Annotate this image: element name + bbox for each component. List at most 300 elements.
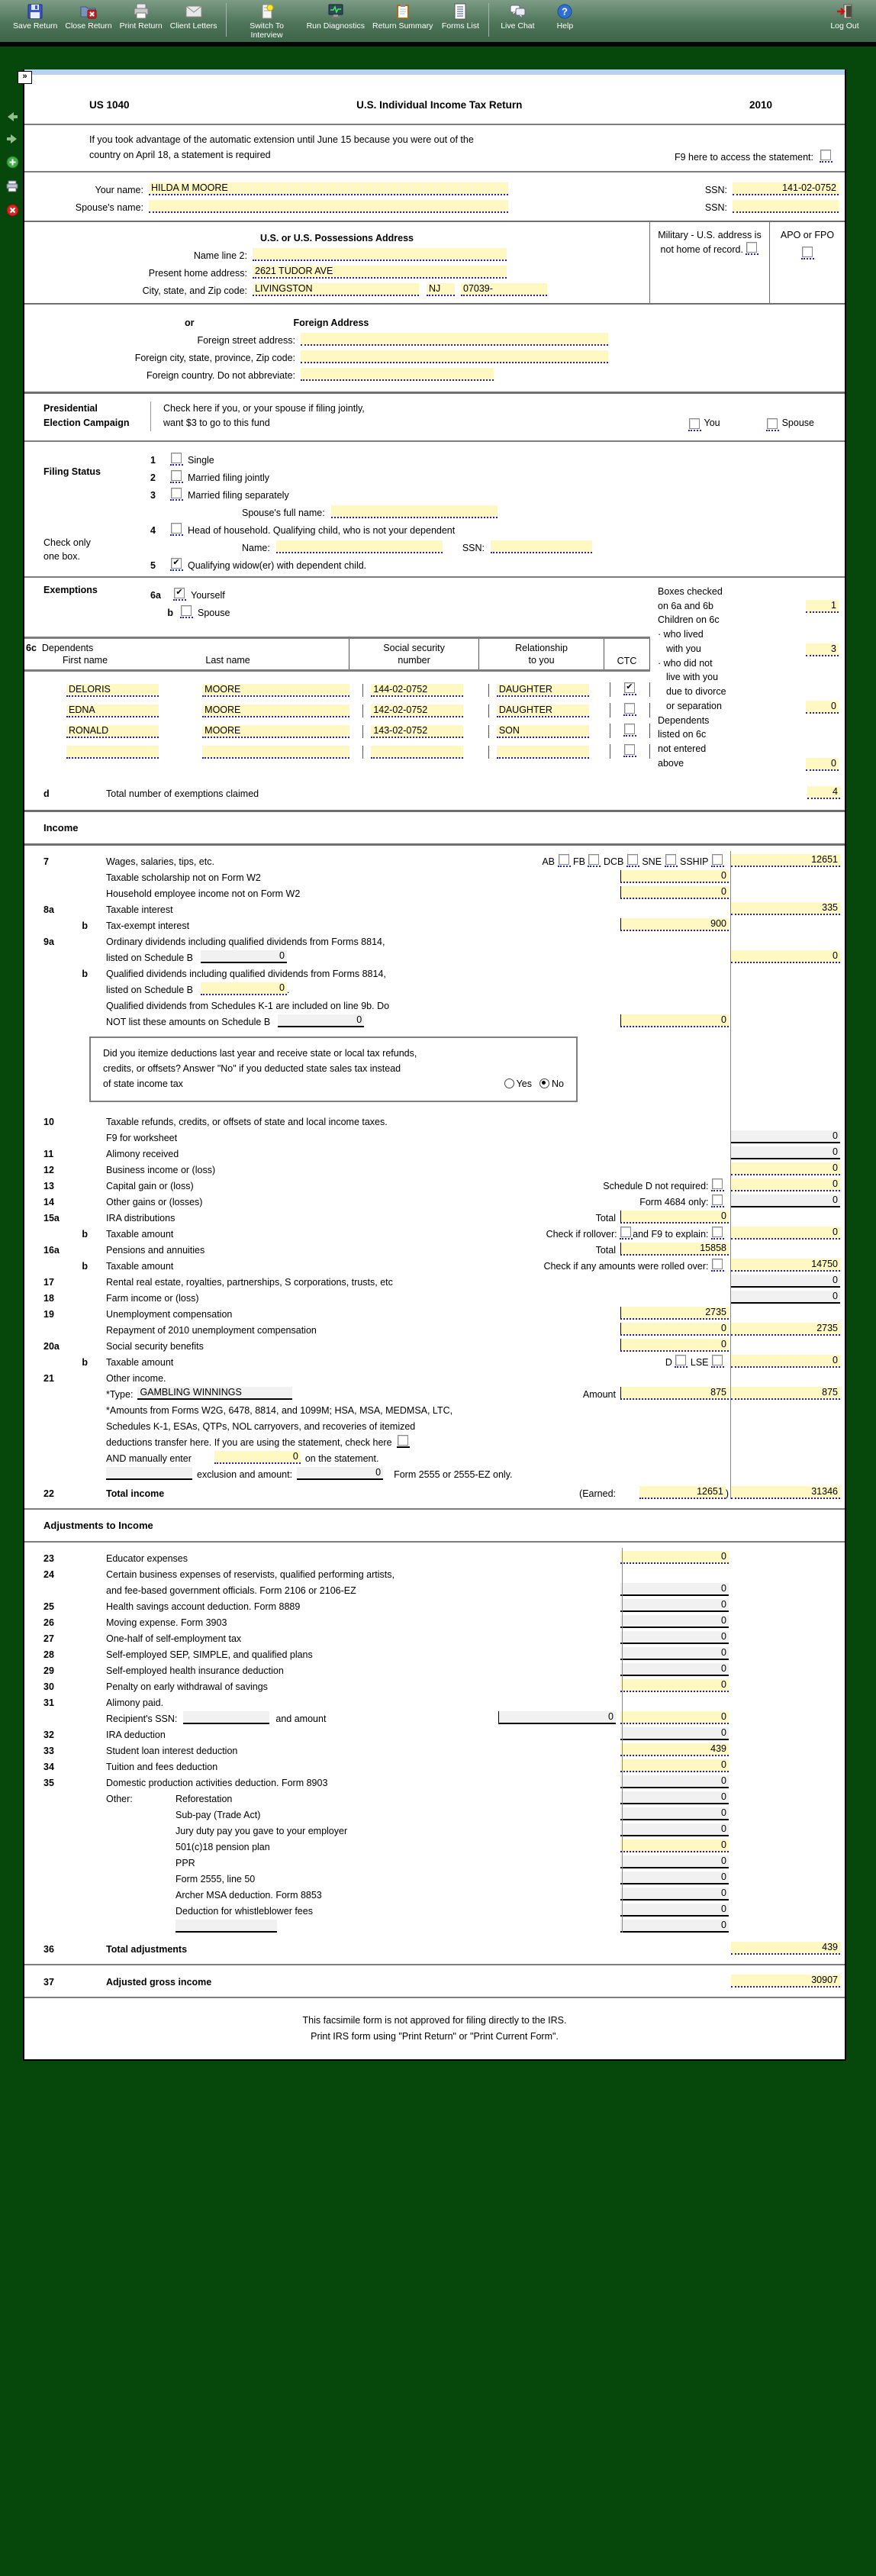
adjustments-column-divider <box>622 1548 623 1933</box>
first-name-header: First name <box>63 654 108 666</box>
line-36-number: 36 <box>43 1943 54 1955</box>
farm-income-value: 0 <box>731 1291 840 1304</box>
itemize-question-box <box>89 1037 578 1102</box>
add-form-icon[interactable] <box>6 156 19 169</box>
qualified-dividends-schb-field[interactable]: 0 <box>201 982 287 995</box>
folder-close-icon <box>65 2 111 21</box>
filing-2-number: 2 <box>150 472 156 483</box>
form-2555-note: Form 2555 or 2555-EZ only. <box>394 1469 513 1480</box>
tuition-fees-value[interactable]: 0 <box>620 1759 729 1772</box>
line-9b-label-line2: listed on Schedule B <box>106 984 193 995</box>
footer-line2: Print IRS form using "Print Return" or "Print Current Form". <box>311 2031 559 2042</box>
military-address-checkbox[interactable] <box>746 242 758 255</box>
panel-expander-button[interactable]: » <box>18 71 32 84</box>
delete-form-icon[interactable] <box>6 204 19 217</box>
children-lived-value: 3 <box>806 643 839 656</box>
line-9b-note-line1: Qualified dividends from Schedules K-1 are included on line 9b. Do <box>106 1000 390 1011</box>
whistleblower-value: 0 <box>620 1904 729 1917</box>
wages-ab-checkbox[interactable] <box>558 854 571 867</box>
ira-distributions-total-value[interactable]: 0 <box>620 1211 729 1224</box>
form-top-strip <box>24 69 845 75</box>
line-19-repayment-label: Repayment of 2010 unemployment compensation <box>106 1324 317 1336</box>
line-9b-number: b <box>82 968 88 979</box>
itemize-question-line2: credits, or offsets? Answer "No" if you deducted state sales tax instead <box>103 1062 401 1074</box>
wages-dcb-checkbox[interactable] <box>626 854 639 867</box>
itemize-yes-label: Yes <box>516 1078 533 1089</box>
sep-simple-value: 0 <box>620 1647 729 1660</box>
summary-dependents-line2: listed on 6c <box>658 729 707 740</box>
dependent-relationship-field[interactable]: DAUGHTER <box>497 704 589 717</box>
toolbar-separator <box>488 3 489 37</box>
filing-single-checkbox[interactable] <box>170 453 183 466</box>
rolled-over-label: Check if any amounts were rolled over: <box>543 1260 709 1272</box>
statement-check-here-checkbox[interactable] <box>397 1435 410 1448</box>
line-35-number: 35 <box>43 1777 54 1788</box>
return-summary-button[interactable]: Return Summary <box>369 2 436 31</box>
divider <box>24 576 845 578</box>
ss-taxable-value[interactable]: 0 <box>731 1355 840 1368</box>
other-gains-value: 0 <box>731 1195 840 1207</box>
line-19-label: Unemployment compensation <box>106 1308 233 1320</box>
foreign-country-field[interactable] <box>301 368 494 381</box>
line-26-number: 26 <box>43 1617 54 1628</box>
dependent-ctc-checkbox[interactable] <box>623 724 636 737</box>
dependent-relationship-field[interactable] <box>497 746 589 759</box>
dependent-ssn-field[interactable]: 144-02-0752 <box>371 684 463 697</box>
adjusted-gross-income-value[interactable]: 30907 <box>731 1975 840 1988</box>
dependent-ctc-checkbox[interactable] <box>623 703 636 716</box>
home-address-label: Present home address: <box>148 268 247 279</box>
line-14-label: Other gains or (losses) <box>106 1196 203 1207</box>
apo-fpo-checkbox[interactable] <box>801 247 814 260</box>
exemption-6a-number: 6a <box>150 589 161 601</box>
summary-boxes-checked-line2: on 6a and 6b <box>658 600 713 611</box>
logout-door-icon <box>825 2 865 21</box>
unemployment-value[interactable]: 2735 <box>620 1307 729 1320</box>
scholarship-value[interactable]: 0 <box>620 870 729 883</box>
presidential-spouse-checkbox[interactable] <box>766 418 779 431</box>
sub-pay-label: Sub-pay (Trade Act) <box>176 1809 261 1820</box>
other-income-type-field[interactable]: GAMBLING WINNINGS <box>137 1387 292 1400</box>
extension-note <box>24 131 845 166</box>
ppr-value: 0 <box>620 1855 729 1868</box>
foreign-city-label: Foreign city, state, province, Zip code: <box>134 353 295 363</box>
home-address-field[interactable]: 2621 TUDOR AVE <box>253 266 507 279</box>
dependent-first-name-field[interactable]: DELORIS <box>66 684 159 697</box>
extension-text-line1: If you took advantage of the automatic extension until June 15 because you were out of the <box>89 134 474 145</box>
pensions-taxable-value[interactable]: 14750 <box>731 1259 840 1272</box>
line-10-number: 10 <box>43 1116 54 1127</box>
line-6d-label: Total number of exemptions claimed <box>106 788 259 799</box>
switch-to-interview-button[interactable]: Switch To Interview <box>231 2 303 40</box>
line-6d-number: d <box>43 788 50 799</box>
spouse-full-name-label: Spouse's full name: <box>242 507 325 518</box>
relationship-header-line1: Relationship <box>515 642 568 653</box>
line-25-number: 25 <box>43 1601 54 1612</box>
hoh-child-name-field[interactable] <box>276 540 443 553</box>
divider <box>24 810 845 812</box>
extension-text-line2: country on April 18, a statement is required <box>89 150 271 160</box>
line-11-label: Alimony received <box>106 1148 179 1159</box>
ss-lse-checkbox[interactable] <box>711 1355 724 1368</box>
relationship-header-line2: to you <box>528 654 555 666</box>
dependent-ssn-field[interactable]: 143-02-0752 <box>371 725 463 738</box>
foreign-city-field[interactable] <box>301 350 608 363</box>
f9-explain-checkbox[interactable] <box>711 1227 724 1240</box>
summary-boxes-checked-line1: Boxes checked <box>658 585 723 597</box>
summary-children-6c: Children on 6c <box>658 614 720 626</box>
form-2555-line50-value: 0 <box>620 1872 729 1884</box>
dependents-6c-number: 6c <box>26 642 37 653</box>
foreign-street-field[interactable] <box>301 333 608 346</box>
line-23-label: Educator expenses <box>106 1552 188 1564</box>
sub-pay-value: 0 <box>620 1807 729 1820</box>
filing-status-title: Filing Status <box>43 466 101 477</box>
exemptions-section <box>24 583 845 771</box>
foreign-street-label: Foreign street address: <box>197 335 295 346</box>
wages-value[interactable]: 12651 <box>731 854 840 867</box>
alimony-amount-value[interactable]: 0 <box>498 1711 616 1724</box>
total-exemptions-value[interactable]: 4 <box>807 786 840 799</box>
line-21-note-line3: deductions transfer here. If you are using the statement, check here <box>106 1436 392 1448</box>
spouse-ssn-field[interactable] <box>733 200 839 213</box>
ss-lse-label: LSE <box>690 1356 709 1368</box>
business-income-value[interactable]: 0 <box>731 1162 840 1175</box>
footer-line1: This facsimile form is not approved for filing directly to the IRS. <box>302 2014 567 2026</box>
unemployment-repayment-value[interactable]: 0 <box>620 1323 729 1336</box>
line-23-number: 23 <box>43 1552 54 1564</box>
presidential-you-label: You <box>704 418 720 429</box>
earned-income-value[interactable]: 12651 <box>639 1486 726 1499</box>
document-lines-icon <box>440 2 480 21</box>
exemption-spouse-checkbox[interactable] <box>180 605 193 618</box>
summary-lived-line1: · who lived <box>658 629 704 640</box>
earned-label: (Earned: <box>579 1488 616 1499</box>
city-state-zip-label: City, state, and Zip code: <box>142 285 247 296</box>
ira-taxable-value[interactable]: 0 <box>731 1227 840 1240</box>
log-out-button[interactable]: Log Out <box>821 2 868 31</box>
form-code: US 1040 <box>89 99 130 111</box>
form-header <box>24 76 845 118</box>
line-13-label: Capital gain or (loss) <box>106 1180 194 1191</box>
line-9a-label-line1: Ordinary dividends including qualified dividends from Forms 8814, <box>106 936 385 947</box>
help-circle-icon <box>545 2 585 21</box>
jury-duty-value: 0 <box>620 1823 729 1836</box>
filing-3-number: 3 <box>150 489 156 501</box>
line-8b-label: Tax-exempt interest <box>106 920 190 931</box>
presidential-title-line1: Presidential <box>43 403 98 414</box>
line-9b-note-line2: NOT list these amounts on Schedule B <box>106 1016 271 1027</box>
line-21-label: Other income. <box>106 1372 166 1384</box>
wages-sne-checkbox[interactable] <box>665 854 678 867</box>
qualified-dividends-value[interactable]: 0 <box>620 1014 729 1027</box>
name-line2-field[interactable] <box>253 248 507 261</box>
diagnostics-monitor-icon <box>307 2 365 21</box>
ssn-header-line2: number <box>398 654 430 666</box>
statement-manual-amount-field[interactable]: 0 <box>214 1451 301 1464</box>
business-expenses-value: 0 <box>620 1583 729 1596</box>
exclusion-type-field[interactable] <box>106 1467 192 1480</box>
dependent-ctc-checkbox[interactable] <box>623 744 636 757</box>
svg-text:?: ? <box>562 5 568 18</box>
recipient-ssn-label: Recipient's SSN: <box>106 1713 178 1724</box>
dependent-last-name-field[interactable] <box>202 746 349 759</box>
educator-expenses-value[interactable]: 0 <box>620 1551 729 1564</box>
alimony-received-value: 0 <box>731 1146 840 1159</box>
other-income-amount-value[interactable]: 875 <box>620 1387 729 1400</box>
line-20b-label: Taxable amount <box>106 1356 174 1368</box>
adjustments-section <box>24 1548 845 1933</box>
schedule-d-not-required-label: Schedule D not required: <box>603 1180 709 1191</box>
filing-status-section <box>24 442 845 571</box>
summary-notlive-line2: live with you <box>666 672 719 683</box>
line-18-label: Farm income or (loss) <box>106 1292 199 1304</box>
or-label: or <box>185 318 195 328</box>
line-20a-number: 20a <box>43 1340 60 1352</box>
divider <box>24 1997 845 1998</box>
earned-close-paren: ) <box>725 1488 729 1499</box>
line-32-number: 32 <box>43 1729 54 1740</box>
summary-notlive-line1: · who did not <box>658 657 713 669</box>
last-name-header: Last name <box>205 654 250 666</box>
taxable-interest-value[interactable]: 335 <box>731 902 840 915</box>
ss-d-checkbox[interactable] <box>675 1355 688 1368</box>
dependent-ctc-checkbox[interactable] <box>623 682 636 695</box>
ordinary-dividends-schb-value: 0 <box>201 950 287 963</box>
exemption-yourself-checkbox[interactable] <box>173 588 186 601</box>
filing-mfj-checkbox[interactable] <box>170 470 183 483</box>
spouse-name-field[interactable] <box>149 200 508 213</box>
save-return-button[interactable]: Save Return <box>9 2 61 31</box>
dependents-table <box>24 637 650 759</box>
line-17-number: 17 <box>43 1276 54 1288</box>
dependent-row <box>24 738 650 759</box>
tax-exempt-interest-value[interactable]: 900 <box>620 918 729 931</box>
line-19-number: 19 <box>43 1308 54 1320</box>
line-30-label: Penalty on early withdrawal of savings <box>106 1681 268 1692</box>
print-form-icon[interactable] <box>5 180 19 192</box>
line-31-number: 31 <box>43 1697 54 1708</box>
check-if-rollover-label: Check if rollover: <box>546 1228 617 1240</box>
line-9a-label-line2: listed on Schedule B <box>106 952 193 963</box>
other-adjustment-type-field[interactable] <box>176 1920 277 1933</box>
nav-back-icon[interactable] <box>5 111 19 122</box>
filing-single-label: Single <box>188 454 214 466</box>
filing-4-number: 4 <box>150 524 156 536</box>
dependent-row <box>24 717 650 738</box>
line-33-label: Student loan interest deduction <box>106 1745 238 1756</box>
line-7-sub2-label: Household employee income not on Form W2 <box>106 888 301 899</box>
forms-list-button[interactable]: Forms List <box>436 2 484 31</box>
line-31-label: Alimony paid. <box>106 1697 164 1708</box>
line-15a-label: IRA distributions <box>106 1212 176 1224</box>
dependent-row <box>24 697 650 717</box>
divider <box>24 843 845 846</box>
dependent-ssn-field[interactable] <box>371 746 463 759</box>
city-field[interactable]: LIVINGSTON <box>253 283 419 296</box>
early-withdrawal-penalty-value[interactable]: 0 <box>620 1679 729 1692</box>
children-divorce-value: 0 <box>806 701 839 714</box>
dependent-first-name-field[interactable]: RONALD <box>66 725 159 738</box>
wages-sship-label: SSHIP <box>680 856 709 867</box>
presidential-text-line1: Check here if you, or your spouse if filing jointly, <box>163 403 365 414</box>
line-13-number: 13 <box>43 1180 54 1191</box>
line-28-number: 28 <box>43 1649 54 1660</box>
line-26-label: Moving expense. Form 3903 <box>106 1617 227 1628</box>
line-21-note-line4b: on the statement. <box>304 1452 379 1464</box>
unemployment-net-value[interactable]: 2735 <box>731 1323 840 1336</box>
total-income-value[interactable]: 31346 <box>731 1486 840 1499</box>
close-return-button[interactable]: Close Return <box>61 2 115 31</box>
line-24-label-line2: and fee-based government officials. Form 2106 or 2106-EZ <box>106 1585 356 1596</box>
pensions-total-value[interactable]: 15858 <box>620 1243 729 1256</box>
dependents-header: Dependents <box>41 642 94 653</box>
envelope-icon <box>170 2 217 21</box>
hsa-deduction-value: 0 <box>620 1599 729 1612</box>
filing-hoh-checkbox[interactable] <box>170 523 183 536</box>
presidential-you-checkbox[interactable] <box>688 418 701 431</box>
live-chat-button[interactable]: Live Chat <box>494 2 541 31</box>
line-10-label-line2: F9 for worksheet <box>106 1132 178 1143</box>
rollover-checkbox[interactable] <box>620 1227 633 1240</box>
other-income-amount-label: Amount <box>582 1388 616 1400</box>
hoh-child-ssn-field[interactable] <box>491 540 592 553</box>
presidential-campaign-section <box>24 392 845 442</box>
your-name-label: Your name: <box>95 185 143 195</box>
nav-forward-icon[interactable] <box>5 134 19 144</box>
line-10-label-line1: Taxable refunds, credits, or offsets of state and local income taxes. <box>106 1116 388 1127</box>
line-25-label: Health savings account deduction. Form 8889 <box>106 1601 301 1612</box>
line-7-number: 7 <box>43 856 49 867</box>
form-4684-only-checkbox[interactable] <box>711 1195 724 1207</box>
line-30-number: 30 <box>43 1681 54 1692</box>
print-return-button[interactable]: Print Return <box>116 2 166 31</box>
summary-dependents-line3: not entered <box>658 743 707 754</box>
household-income-value[interactable]: 0 <box>620 886 729 899</box>
exclusion-amount-value[interactable]: 0 <box>297 1467 383 1480</box>
dependent-first-name-field[interactable]: EDNA <box>66 704 159 717</box>
itemize-question-line3: of state income tax <box>103 1078 183 1089</box>
pension-501c18-value[interactable]: 0 <box>620 1839 729 1852</box>
itemize-no-radio[interactable] <box>539 1078 549 1088</box>
wages-sship-checkbox[interactable] <box>711 854 724 867</box>
wages-fb-checkbox[interactable] <box>588 854 601 867</box>
line-37-label: Adjusted gross income <box>106 1976 212 1988</box>
f9-statement-label: F9 here to access the statement: <box>674 152 813 163</box>
k1-dividends-value: 0 <box>278 1014 364 1027</box>
printer-icon <box>120 2 163 21</box>
line-29-number: 29 <box>43 1665 54 1676</box>
social-security-value[interactable]: 0 <box>620 1339 729 1352</box>
health-insurance-deduction-value: 0 <box>620 1663 729 1676</box>
presidential-text-line2: want $3 to go to this fund <box>163 418 270 429</box>
your-name-field[interactable]: HILDA M MOORE <box>149 182 508 195</box>
line-21-note-line1: *Amounts from Forms W2G, 6478, 8814, and 1099M; HSA, MSA, MEDMSA, LTC, <box>106 1404 453 1416</box>
spouse-full-name-field[interactable] <box>331 505 498 518</box>
ordinary-dividends-value[interactable]: 0 <box>731 950 840 963</box>
wages-dcb-label: DCB <box>603 856 624 867</box>
line-15b-number: b <box>82 1228 88 1240</box>
reforestation-label: Reforestation <box>176 1793 233 1804</box>
help-button[interactable]: ? Help <box>541 2 588 31</box>
foreign-address-header: Foreign Address <box>293 318 369 328</box>
capital-gain-value[interactable]: 0 <box>731 1178 840 1191</box>
dependent-last-name-field[interactable]: MOORE <box>202 725 349 738</box>
client-letters-button[interactable]: Client Letters <box>166 2 221 31</box>
exemptions-title: Exemptions <box>43 584 98 595</box>
state-field[interactable]: NJ <box>427 283 455 296</box>
hoh-child-ssn-label: SSN: <box>462 542 485 553</box>
facsimile-footer <box>24 2004 845 2049</box>
filing-mfs-checkbox[interactable] <box>170 488 183 501</box>
divider <box>24 1508 845 1510</box>
line-18-number: 18 <box>43 1292 54 1304</box>
form-title: U.S. Individual Income Tax Return <box>356 99 523 111</box>
other-income-value[interactable]: 875 <box>731 1387 840 1400</box>
dependent-ssn-field[interactable]: 142-02-0752 <box>371 704 463 717</box>
form-4684-only-label: Form 4684 only: <box>639 1196 709 1207</box>
dependent-first-name-field[interactable] <box>66 746 159 759</box>
filing-1-number: 1 <box>150 454 156 466</box>
form-canvas <box>23 69 846 2061</box>
military-address-label: Military - U.S. address is not home of record. <box>658 230 762 256</box>
dependent-last-name-field[interactable]: MOORE <box>202 684 349 697</box>
form-2555-line50-label: Form 2555, line 50 <box>176 1873 256 1884</box>
dependent-last-name-field[interactable]: MOORE <box>202 704 349 717</box>
rolled-over-checkbox[interactable] <box>711 1259 724 1272</box>
exemptions-summary <box>650 583 845 771</box>
other-income-type-label: *Type: <box>106 1388 134 1400</box>
line-21-number: 21 <box>43 1372 54 1384</box>
student-loan-interest-value[interactable]: 439 <box>620 1743 729 1756</box>
dependent-relationship-field[interactable]: DAUGHTER <box>497 684 589 697</box>
line-20a-label: Social security benefits <box>106 1340 204 1352</box>
wages-fb-label: FB <box>573 856 585 867</box>
line-7-sub1-label: Taxable scholarship not on Form W2 <box>106 872 261 883</box>
income-section <box>24 851 845 1499</box>
line-8a-number: 8a <box>43 904 54 915</box>
line-24-number: 24 <box>43 1568 54 1580</box>
ss-d-label: D <box>665 1356 672 1368</box>
line-37-number: 37 <box>43 1976 54 1988</box>
name-line2-label: Name line 2: <box>193 250 247 261</box>
schedule-d-not-required-checkbox[interactable] <box>711 1178 724 1191</box>
ssn-header-line1: Social security <box>383 642 445 653</box>
wages-ab-label: AB <box>542 856 556 867</box>
run-diagnostics-button[interactable]: Run Diagnostics <box>303 2 369 31</box>
f9-statement-checkbox[interactable] <box>820 150 833 163</box>
zip-field[interactable]: 07039- <box>461 283 547 296</box>
divider <box>24 171 845 172</box>
total-adjustments-value[interactable]: 439 <box>731 1942 840 1955</box>
f9-to-explain-label: and F9 to explain: <box>633 1228 709 1240</box>
recipient-ssn-field[interactable] <box>183 1711 269 1724</box>
boxes-checked-value: 1 <box>806 600 839 613</box>
itemize-no-label: No <box>552 1078 564 1089</box>
filing-widow-checkbox[interactable] <box>170 558 183 571</box>
line-14-number: 14 <box>43 1196 54 1207</box>
ssn-field[interactable]: 141-02-0752 <box>733 182 839 195</box>
line-9a-number: 9a <box>43 936 54 947</box>
line-8b-number: b <box>82 920 88 931</box>
alimony-paid-value[interactable]: 0 <box>620 1711 729 1724</box>
dependent-relationship-field[interactable]: SON <box>497 725 589 738</box>
filing-5-number: 5 <box>150 559 156 571</box>
itemize-yes-radio[interactable] <box>504 1078 514 1088</box>
line-20b-number: b <box>82 1356 88 1368</box>
line-34-label: Tuition and fees deduction <box>106 1761 218 1772</box>
wages-sne-label: SNE <box>642 856 662 867</box>
